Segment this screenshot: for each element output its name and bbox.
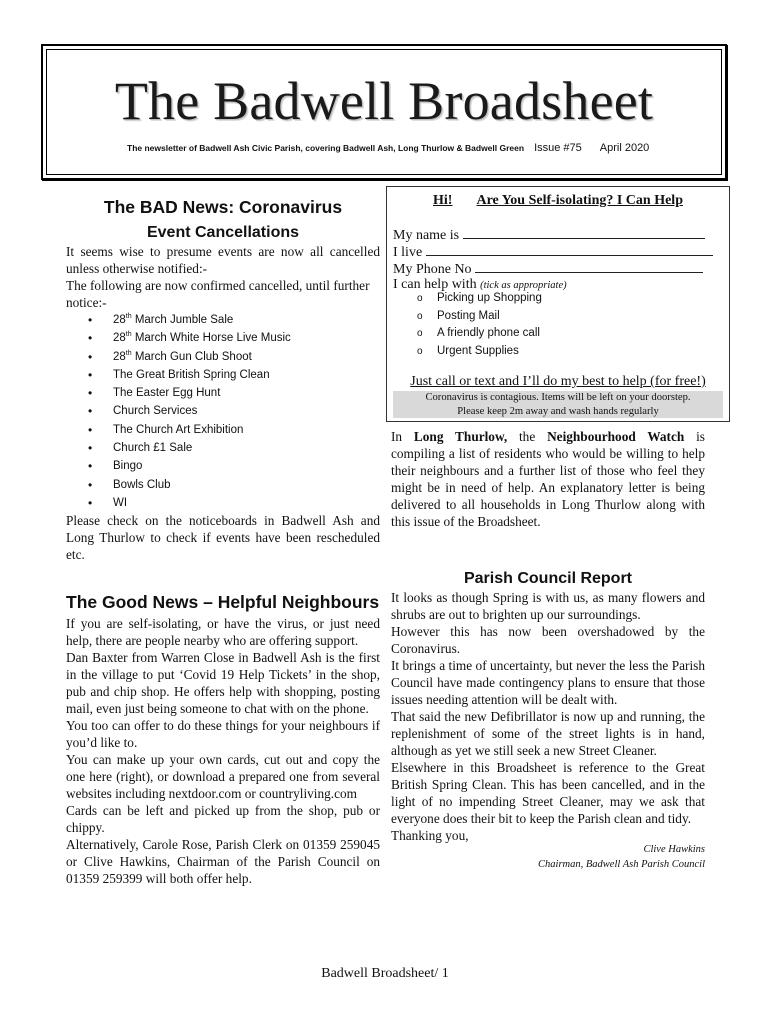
parish-report-heading: Parish Council Report xyxy=(463,570,633,587)
good-news-paragraph: You can make up your own cards, cut out and copy the one here (right), or download a prepared one from several websites including nextdoor.com or countryliving.com xyxy=(66,752,380,801)
help-option-checkbox[interactable]: o Urgent Supplies xyxy=(415,343,542,361)
list-item: • 28th March Jumble Sale xyxy=(88,311,380,329)
list-item: • Bingo xyxy=(88,457,380,475)
parish-report-paragraph: However this has now been overshadowed by the Coronavirus. xyxy=(391,624,705,656)
help-option-checkbox[interactable]: o A friendly phone call xyxy=(415,325,542,343)
signer-role: Chairman, Badwell Ash Parish Council xyxy=(538,859,705,870)
masthead-inner-border xyxy=(46,49,722,175)
help-card-heading xyxy=(387,193,729,209)
good-news-heading: The Good News – Helpful Neighbours xyxy=(66,592,380,612)
list-item: • The Easter Egg Hunt xyxy=(88,384,380,402)
list-item: • The Church Art Exhibition xyxy=(88,421,380,439)
newsletter-tagline: The newsletter of Badwell Ash Civic Parish, covering Badwell Ash, Long Thurlow & Badwell Green xyxy=(127,143,525,153)
help-option-checkbox[interactable]: o Picking up Shopping xyxy=(415,290,542,308)
parish-report-paragraph: It looks as though Spring is with us, as many flowers and shrubs are out to brighten up our surroundings. xyxy=(391,590,705,622)
help-with-label: I can help with (tick as appropriate) xyxy=(393,277,567,292)
list-item: • Bowls Club xyxy=(88,476,380,494)
newsletter-title: The Badwell Broadsheet xyxy=(114,71,654,131)
list-item: • The Great British Spring Clean xyxy=(88,366,380,384)
help-card-notice: Coronavirus is contagious. Items will be left on your doorstep. Please keep 2m away and wash hands regularly xyxy=(393,391,723,418)
list-item: • WI xyxy=(88,494,380,512)
issue-date: April 2020 xyxy=(599,142,650,154)
parish-report-paragraph: That said the new Defibrillator is now up and running, the replenishment of some of the street lights is in hand, although as yet we still seek a new Street Cleaner. xyxy=(391,709,705,758)
good-news-paragraph: Cards can be left and picked up from the shop, pub or chippy. xyxy=(66,803,380,835)
list-item: • 28th March White Horse Live Music xyxy=(88,329,380,347)
help-card-callout: Just call or text and I’ll do my best to help (for free!) xyxy=(410,374,706,389)
good-news-paragraph: If you are self-isolating, or have the virus, or just need help, there are people nearby who are offering support. xyxy=(66,616,380,648)
cancellations-intro: It seems wise to presume events are now all cancelled unless otherwise notified:- xyxy=(66,244,380,276)
neighbourhood-watch-label: Neighbourhood Watch xyxy=(547,429,685,444)
long-thurlow-label: Long Thurlow, xyxy=(413,429,508,444)
help-option-checkbox[interactable]: o Posting Mail xyxy=(415,308,542,326)
name-field[interactable]: My name is xyxy=(393,226,705,244)
good-news-section xyxy=(66,592,380,887)
list-item: • Church £1 Sale xyxy=(88,439,380,457)
cancellations-confirmed: The following are now confirmed cancelled, until further notice:- xyxy=(66,278,370,310)
masthead-subline xyxy=(127,138,649,156)
masthead xyxy=(41,44,727,180)
help-options-list xyxy=(415,290,542,361)
bad-news-section xyxy=(66,196,380,563)
help-card xyxy=(386,186,730,422)
issue-number: Issue #75 xyxy=(534,142,582,154)
good-news-paragraph: Alternatively, Carole Rose, Parish Clerk on 01359 259045 or Clive Hawkins, Chairman of the Parish Council on 01359 259399 will both offer help. xyxy=(66,837,380,886)
help-card-greeting: Hi! xyxy=(433,193,453,208)
event-cancellations-heading: Event Cancellations xyxy=(146,224,300,241)
bad-news-heading: The BAD News: Coronavirus xyxy=(103,197,343,217)
parish-report-paragraph: Thanking you, xyxy=(391,828,469,843)
address-field[interactable]: I live xyxy=(393,243,713,261)
parish-report-paragraph: Elsewhere in this Broadsheet is reference to the Great British Spring Clean. This has been cancelled, and in the light of no impending Street Cleaner, may we ask that everyone does their bit to keep the Parish clean and tidy. xyxy=(391,760,705,826)
good-news-paragraph: You too can offer to do these things for your neighbours if you’d like to. xyxy=(66,718,380,750)
signer-name: Clive Hawkins xyxy=(643,844,705,855)
parish-report-section xyxy=(391,569,705,872)
list-item: • 28th March Gun Club Shoot xyxy=(88,348,380,366)
help-card-question: Are You Self-isolating? I Can Help xyxy=(476,193,683,208)
cancelled-events-list xyxy=(88,311,380,512)
cancellations-closing: Please check on the noticeboards in Badwell Ash and Long Thurlow to check if events have been rescheduled etc. xyxy=(66,513,380,563)
good-news-paragraph: Dan Baxter from Warren Close in Badwell Ash is the first in the village to put ‘Covid 19 Help Tickets’ in the shop, pub and chip shop. He offers help with shopping, posting mail, even just being someone to chat with on the phone. xyxy=(66,650,380,716)
page-footer: Badwell Broadsheet/ 1 xyxy=(321,966,449,981)
phone-field[interactable]: My Phone No xyxy=(393,260,703,278)
parish-report-paragraph: It brings a time of uncertainty, but never the less the Parish Council have made contingency plans to ensure that those issues needing attention will be dealt with. xyxy=(391,658,705,707)
neighbourhood-watch-paragraph: In Long Thurlow, the Neighbourhood Watch is compiling a list of residents who would be willing to help their neighbours and a further list of those who feel they might be in need of help. An explanatory letter is being delivered to all households in Long Thurlow along with this issue of the Broadsheet. xyxy=(391,429,705,529)
help-note: (tick as appropriate) xyxy=(480,280,567,291)
list-item: • Church Services xyxy=(88,402,380,420)
